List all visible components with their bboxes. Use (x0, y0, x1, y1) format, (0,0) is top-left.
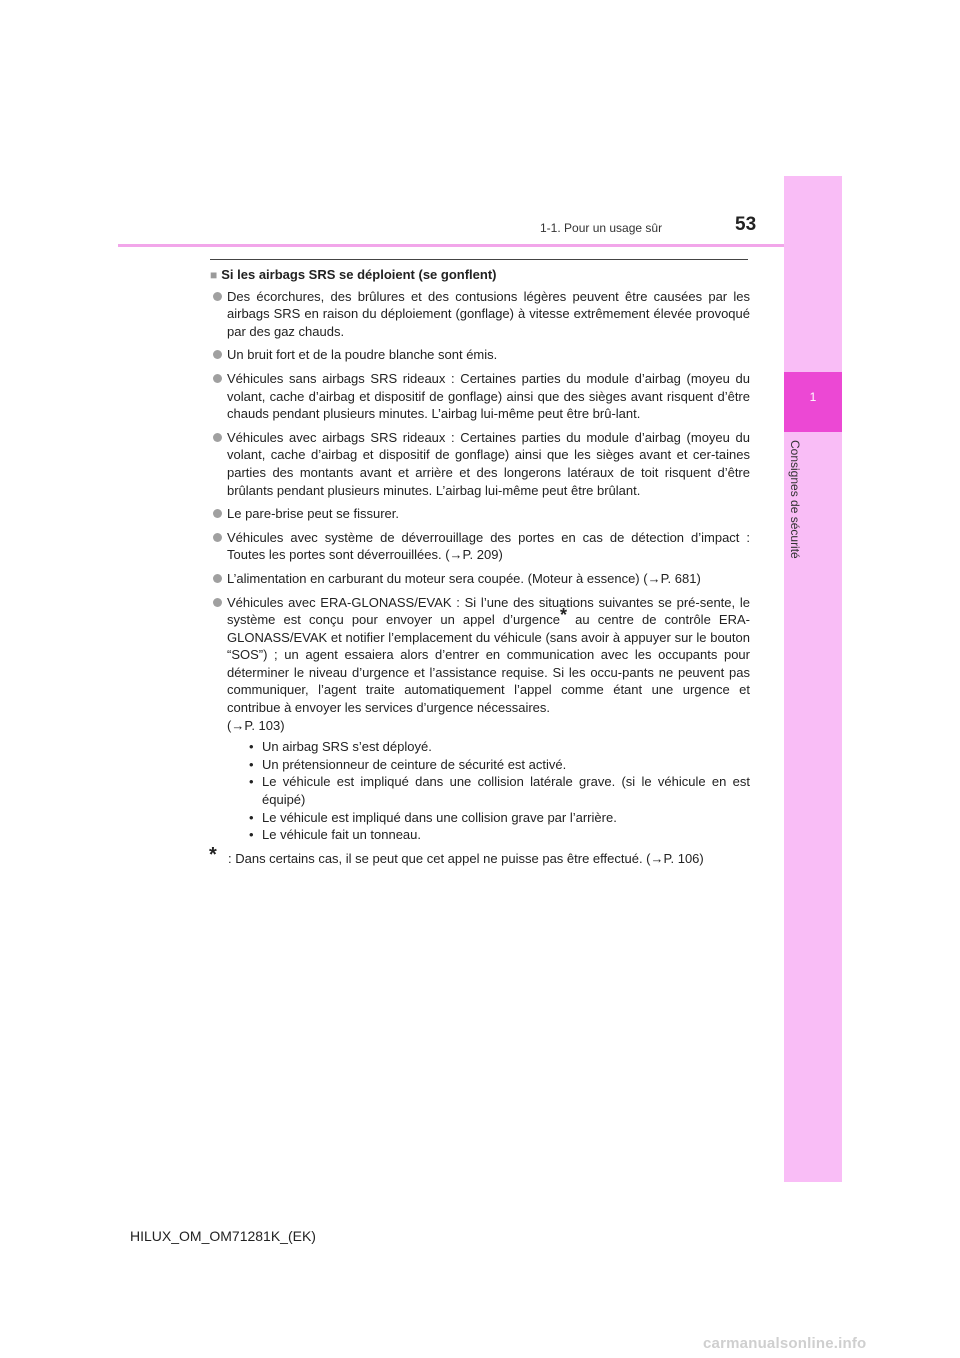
footnote-star-marker: * (559, 605, 567, 626)
section-heading (210, 266, 750, 285)
round-bullet-icon (213, 374, 222, 383)
page-reference: (→P. 103) (227, 717, 285, 733)
list-item: Véhicules avec système de déverrouillage des portes en cas de détection d’impact : Toutes les portes sont déverrouillées. (→P. 209) (210, 529, 750, 564)
header-rule (118, 244, 784, 247)
section-heading-text: Si les airbags SRS se déploient (se gonflent) (221, 267, 497, 282)
content-divider (210, 259, 748, 260)
document-code: HILUX_OM_OM71281K_(EK) (130, 1228, 316, 1244)
round-bullet-icon (213, 350, 222, 359)
sub-list-item: • Un prétensionneur de ceinture de sécurité est activé. (249, 756, 567, 772)
round-bullet-icon (213, 574, 222, 583)
page-number: 53 (735, 214, 757, 235)
round-bullet-icon (213, 533, 222, 542)
list-item: L’alimentation en carburant du moteur sera coupée. (Moteur à essence) (→P. 681) (210, 570, 750, 588)
sub-list-item: • Le véhicule est impliqué dans une collision latérale grave. (si le véhicule en est équipé) (249, 774, 750, 808)
section-title: 1-1. Pour un usage sûr (540, 221, 663, 235)
watermark: carmanualsonline.info (703, 1335, 867, 1352)
round-bullet-icon (213, 433, 222, 442)
sub-list-item: • Le véhicule fait un tonneau. (249, 827, 422, 843)
sub-list-item: • Le véhicule est impliqué dans une collision grave par l’arrière. (249, 809, 617, 825)
footnote-text: : Dans certains cas, il se peut que cet appel ne puisse pas être effectué. (→P. 106) (228, 850, 704, 866)
sub-list-item: • Un airbag SRS s’est déployé. (249, 739, 432, 755)
footnote-star: * (209, 843, 217, 866)
chapter-label: Consignes de sécurité (788, 440, 802, 559)
main-content (210, 266, 750, 867)
list-item: Des écorchures, des brûlures et des contusions légères peuvent être causées par les airbags SRS en raison du déploiement (gonflage) à vitesse extrêmement élevée provoqué par des gaz chauds. (210, 288, 750, 341)
list-item-era-glonass: Véhicules avec ERA-GLONASS/EVAK : Si l’une des situations suivantes se pré-sente, le système est conçu pour envoyer un appel d’urgence* au centre de contrôle ERA-GLONASS/EVAK et notifier l’emplacement du véhicule (sans avoir à appuyer sur le bouton “SOS”) ; un agent essaiera alors d’entrer en communication avec les occupants pour déterminer le niveau d’urgence et l’assistance requise. Si les occu-pants ne peuvent pas communiquer, l’agent traite automatiquement l’appel comme étant une urgence et contribue à envoyer les services d’urgence nécessaires. (→P. 103) • Un airbag SRS s’est déployé. • Un prétensionneur de ceinture de sécurité est activé. • Le véhicule est impliqué dans une collision latérale grave. (si le véhicule en est équipé) • Le véhicule est impliqué dans une collision grave par l’arrière. • Le véhicule fait un tonneau. (210, 594, 750, 844)
footnote (209, 843, 750, 868)
round-bullet-icon (213, 292, 222, 301)
sub-list (244, 738, 750, 844)
round-bullet-icon (213, 598, 222, 607)
list-item: Le pare-brise peut se fissurer. (210, 505, 750, 523)
list-item: Véhicules sans airbags SRS rideaux : Certaines parties du module d’airbag (moyeu du volant, cache d’airbag et dispositif de gonflage) ainsi que des sièges avant risquent d’être chauds pendant plusieurs minutes. L’airbag lui-même peut être brû-lant. (210, 370, 750, 423)
list-item: Un bruit fort et de la poudre blanche sont émis. (210, 346, 750, 364)
chapter-number: 1 (809, 390, 817, 404)
list-item: Véhicules avec airbags SRS rideaux : Certaines parties du module d’airbag (moyeu du volant, cache d’airbag et dispositif de gonflage) ainsi que les sièges avant et cer-taines parties des montants avant et arrière et des longerons latéraux de toit risquent d’être brûlants pendant plusieurs minutes. L’airbag lui-même peut être brûlant. (210, 429, 750, 499)
square-bullet-icon: ■ (210, 268, 218, 282)
side-tab (784, 176, 842, 1182)
round-bullet-icon (213, 509, 222, 518)
